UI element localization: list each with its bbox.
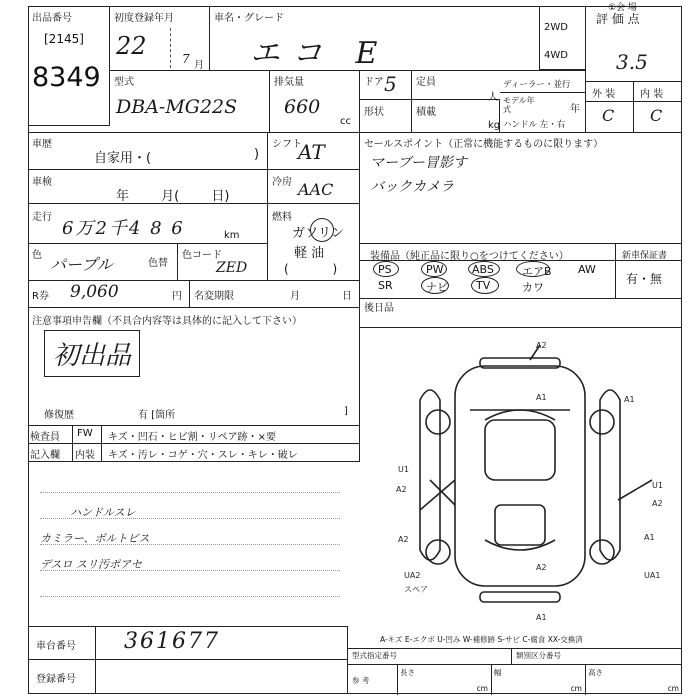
wheel xyxy=(426,540,450,564)
inspection-box xyxy=(28,170,268,204)
mark-label: A1 xyxy=(624,395,635,404)
inspector-row-1 xyxy=(28,426,360,444)
sales-label: セールスポイント（正常に機能するものに限ります） xyxy=(364,139,604,150)
exterior-value-cell xyxy=(586,102,634,132)
hand-note-1: ハンドルスレ xyxy=(70,506,136,519)
kg-unit: kg xyxy=(488,120,501,131)
dealer-label: ディーラー・並行 xyxy=(503,80,571,90)
handle-label: ハンドル 左・右 xyxy=(503,120,566,130)
equip-leather: カワ xyxy=(522,281,544,294)
history-label: 車歴 xyxy=(32,139,52,150)
recycle-yen: 円 xyxy=(172,291,182,302)
mark-label: A2 xyxy=(652,499,663,508)
recycle-label: R券 xyxy=(32,291,49,302)
left-side xyxy=(420,390,440,560)
first-reg-year: 22 xyxy=(116,32,147,60)
damage-legend: A-キズ E-エクボ U-凹み W-補修跡 S-サビ C-腐食 XX-交換済 xyxy=(380,635,583,644)
model-year-label: モデル年式 xyxy=(503,96,535,114)
mileage-unit: km xyxy=(224,230,240,241)
first-reg-label: 初度登録年月 xyxy=(114,13,174,24)
model-box xyxy=(110,70,270,132)
registration-box xyxy=(28,660,348,694)
wheel xyxy=(426,410,450,434)
shift-value: AT xyxy=(298,140,325,164)
equip-ps: PS xyxy=(378,263,392,276)
notes-stamp: 初出品 xyxy=(44,330,140,377)
expiry-label: 名変期限 xyxy=(194,291,234,302)
carname-value: エコ E xyxy=(250,36,390,71)
ac-box xyxy=(268,170,360,204)
doors-box xyxy=(360,70,412,100)
equip-tv: TV xyxy=(476,279,491,292)
circle-mark xyxy=(468,261,500,277)
dealer-box xyxy=(500,70,586,132)
ac-value: AAC xyxy=(298,180,334,199)
fuel-paren: ( ) xyxy=(284,262,338,276)
equip-navi: ナビ xyxy=(426,281,448,294)
grade-label: 評 価 点 xyxy=(596,12,640,26)
warranty-label: 新車保証書 xyxy=(622,251,668,261)
body-outline xyxy=(455,366,585,586)
chassis-label: 車台番号 xyxy=(28,627,96,660)
fuel-gasoline: ガソリン xyxy=(292,226,345,241)
rule-line xyxy=(40,492,340,493)
grade-box xyxy=(586,6,682,82)
model-designation-cell: 型式指定番号 xyxy=(348,649,512,665)
venue-mark: ①会 場 xyxy=(608,3,637,13)
exterior-value: C xyxy=(602,106,615,125)
fuel-label: 燃料 xyxy=(272,212,292,223)
expiry-month: 月 xyxy=(290,291,300,302)
leader-line xyxy=(420,480,455,510)
ref-label: 参 考 xyxy=(348,665,398,695)
color-label: 色 xyxy=(32,250,42,261)
trunk xyxy=(495,505,545,545)
right-side xyxy=(600,390,620,560)
displacement-box xyxy=(270,70,360,132)
capacity-box xyxy=(412,70,500,103)
history-box xyxy=(28,132,268,170)
chassis-value: 361677 xyxy=(124,629,220,654)
warranty-divider xyxy=(616,260,682,261)
shift-box xyxy=(268,132,360,170)
lot-code: [2145] xyxy=(44,32,84,46)
mark-label: A2 xyxy=(536,563,547,572)
mark-label: A1 xyxy=(536,613,547,622)
circle-mark xyxy=(471,277,499,294)
lot-number: 8349 xyxy=(32,62,101,93)
expiry-day: 日 xyxy=(342,291,352,302)
hand-note-2: カミラー、ボルトビス xyxy=(40,532,150,545)
mileage-box xyxy=(28,204,268,244)
wheel xyxy=(590,410,614,434)
drive-2wd: 2WD xyxy=(544,22,568,33)
equipment-label: 装備品（純正品に限り○をつけてください） xyxy=(370,251,569,262)
mileage-value: 6万2千4 8 6 xyxy=(62,218,185,239)
circle-mark xyxy=(373,261,399,277)
sales-line-2: バックカメラ xyxy=(370,179,454,195)
sales-box xyxy=(360,132,682,244)
inspection-text: 年 月( 日) xyxy=(116,189,230,204)
inspector-label: 検査員 xyxy=(30,432,60,443)
month-unit: 月 xyxy=(194,60,204,71)
rule-line xyxy=(40,518,340,519)
fuel-box xyxy=(268,204,360,280)
inspector-row-2 xyxy=(28,444,360,462)
inspection-label: 車検 xyxy=(32,177,52,188)
circle-mark xyxy=(516,261,550,277)
shift-label: シフト xyxy=(272,139,302,150)
ext-tag: FW xyxy=(72,426,102,443)
capacity-label: 定員 xyxy=(416,77,436,88)
equip-pw: PW xyxy=(426,263,444,276)
recycle-box xyxy=(28,280,190,308)
rear-bumper xyxy=(480,592,560,602)
model-label: 型式 xyxy=(114,77,134,88)
notes-box xyxy=(28,308,360,426)
registration-label: 登録番号 xyxy=(28,660,96,694)
category-cell: 類別区分番号 xyxy=(512,649,682,665)
circle-mark xyxy=(421,261,447,277)
equipment-box xyxy=(360,244,616,298)
expiry-box xyxy=(190,280,360,308)
first-reg-divider xyxy=(170,28,171,68)
sales-line-1: マーブー冒影す xyxy=(370,155,467,171)
equip-sr: SR xyxy=(378,279,393,292)
color-box xyxy=(28,244,178,280)
height-unit: cm xyxy=(667,684,679,693)
color-value: パープル xyxy=(50,255,113,274)
doors-label: ドア xyxy=(364,77,384,88)
circle-mark xyxy=(421,277,449,294)
warranty-value: 有・無 xyxy=(626,272,663,286)
displacement-label: 排気量 xyxy=(274,77,304,88)
repair-text: 有 [箇所 xyxy=(138,410,176,421)
lot-label: 出品番号 xyxy=(32,13,72,24)
equip-aw: AW xyxy=(578,263,596,276)
shape-label: 形状 xyxy=(364,107,384,118)
exterior-label-cell xyxy=(586,82,634,102)
repair-close: ] xyxy=(344,406,348,417)
drive-4wd: 4WD xyxy=(544,50,568,61)
chassis-box xyxy=(28,626,348,660)
int-tag: 内装 xyxy=(72,444,102,461)
width-label: 幅 xyxy=(494,668,502,677)
color-code-label: 色コード xyxy=(182,250,222,261)
lot-box xyxy=(28,6,110,126)
fuel-diesel: 軽 油 xyxy=(294,246,325,261)
length-label: 長さ xyxy=(400,668,415,677)
shape-box xyxy=(360,100,412,132)
roof xyxy=(485,420,555,480)
first-reg-box xyxy=(110,6,210,70)
mark-label: A1 xyxy=(536,393,547,402)
carname-label: 車名・グレード xyxy=(214,13,284,24)
mark-label: U1 xyxy=(398,465,409,474)
mark-label: A2 xyxy=(536,341,547,350)
mark-label: A2 xyxy=(396,485,407,494)
history-value: 自家用・( xyxy=(94,151,152,166)
int-text: キズ・汚レ・コゲ・穴・スレ・キレ・破レ xyxy=(108,450,298,461)
width-unit: cm xyxy=(570,684,582,693)
color-code-value: ZED xyxy=(216,260,248,276)
load-label: 積載 xyxy=(416,107,436,118)
footer-table xyxy=(348,648,682,694)
rule-line xyxy=(40,596,340,597)
mark-label: A1 xyxy=(644,533,655,542)
interior-value: C xyxy=(650,106,663,125)
rule-line xyxy=(40,544,340,545)
fuel-circle xyxy=(310,218,334,242)
record-label: 記入欄 xyxy=(30,450,60,461)
warranty-box xyxy=(616,244,682,298)
windshield xyxy=(485,410,555,420)
repair-label: 修復歴 xyxy=(44,410,74,421)
mark-label: UA2 xyxy=(404,571,421,580)
displacement-value: 660 xyxy=(284,96,321,118)
interior-label-cell xyxy=(634,82,682,102)
leader-line xyxy=(618,480,652,500)
shade-label: 色替 xyxy=(148,258,168,269)
car-diagram xyxy=(360,330,682,630)
height-cell xyxy=(586,665,682,695)
equip-airbag: エアB xyxy=(522,265,552,278)
cc-unit: cc xyxy=(340,116,351,127)
exterior-label: 外 装 xyxy=(592,89,616,100)
notes-label: 注意事項申告欄（不具合内容等は具体的に記入して下さい） xyxy=(32,316,302,327)
load-box xyxy=(412,100,500,132)
mark-label: UA1 xyxy=(644,571,661,580)
history-close: ) xyxy=(254,147,260,162)
wheel xyxy=(590,540,614,564)
dealer-divider xyxy=(500,92,586,93)
mileage-label: 走行 xyxy=(32,212,52,223)
model-value: DBA-MG22S xyxy=(116,96,238,118)
ac-label: 冷房 xyxy=(272,177,292,188)
back-label: 後日品 xyxy=(364,303,394,314)
color-code-box xyxy=(178,244,268,280)
mark-label: スペア xyxy=(404,585,428,594)
width-cell xyxy=(492,665,586,695)
drive-box xyxy=(540,6,586,70)
doors-value: 5 xyxy=(384,72,397,96)
capacity-unit: 人 xyxy=(488,92,498,103)
length-cell xyxy=(398,665,492,695)
mark-label: U1 xyxy=(652,481,663,490)
rule-line xyxy=(40,570,340,571)
recycle-value: 9,060 xyxy=(70,282,119,302)
mark-label: A2 xyxy=(398,535,409,544)
equip-abs: ABS xyxy=(472,263,494,276)
back-box xyxy=(360,298,682,328)
carname-box xyxy=(210,6,540,70)
length-unit: cm xyxy=(476,684,488,693)
ext-text: キズ・凹石・ヒビ割・リペア跡・×要 xyxy=(108,432,276,443)
hand-note-3: デスロ スリ汚ポアセ xyxy=(40,558,142,571)
first-reg-month: 7 xyxy=(182,52,190,66)
grade-value: 3.5 xyxy=(616,50,648,74)
interior-label: 内 装 xyxy=(640,89,664,100)
year-unit: 年 xyxy=(570,104,580,115)
height-label: 高さ xyxy=(588,668,603,677)
